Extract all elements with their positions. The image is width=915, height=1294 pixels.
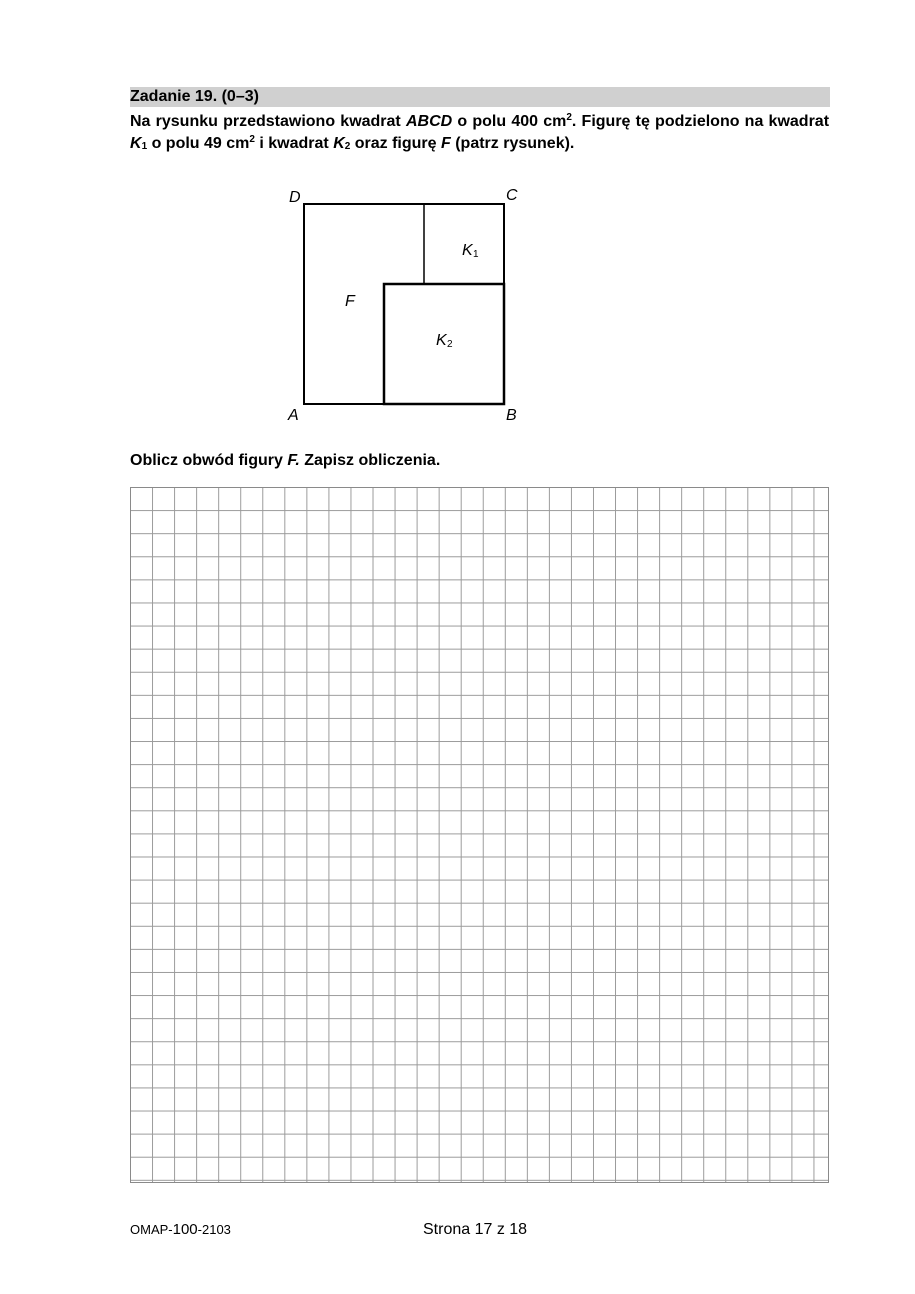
exam-code	[130, 1222, 231, 1238]
vertex-b-label: B	[506, 407, 517, 424]
region-k1-label: K	[462, 242, 473, 259]
statement-text: i kwadrat	[254, 135, 334, 152]
statement-text: (patrz rysunek).	[450, 135, 575, 152]
square-name: ABCD	[405, 113, 453, 130]
subscript: 1	[141, 141, 148, 152]
geometry-figure	[280, 180, 530, 430]
exam-code-suffix: -2103	[197, 1222, 231, 1237]
exam-code-prefix: OMAP-	[130, 1222, 173, 1237]
vertex-c-label: C	[506, 187, 518, 204]
statement-text: Na rysunku przedstawiono kwadrat	[130, 113, 406, 130]
instruction-text: Oblicz obwód figury	[130, 452, 288, 469]
statement-text: o polu 49 cm	[147, 135, 250, 152]
task-header	[130, 87, 830, 107]
region-k2-subscript: 2	[447, 339, 453, 350]
task-title: Zadanie 19. (0–3)	[130, 88, 259, 105]
instruction-text: Zapisz obliczenia.	[299, 452, 441, 469]
vertex-d-label: D	[289, 189, 301, 206]
k1-name: K	[130, 135, 142, 152]
statement-text: o polu 400 cm	[452, 113, 567, 130]
square-abcd	[304, 204, 504, 404]
subscript: 2	[344, 141, 351, 152]
region-f-label: F	[345, 293, 355, 310]
instruction-f: F.	[287, 452, 300, 469]
region-k1-subscript: 1	[473, 249, 479, 260]
superscript: 2	[566, 112, 572, 123]
answer-grid[interactable]	[130, 487, 829, 1183]
superscript: 2	[249, 134, 255, 145]
region-k2-label: K	[436, 332, 447, 349]
k2-name: K	[333, 135, 345, 152]
f-name: F	[441, 135, 451, 152]
instruction	[130, 451, 440, 471]
vertex-a-label: A	[288, 407, 299, 424]
statement-text: . Figurę tę podzielono na kwadrat	[571, 113, 830, 130]
statement-text: oraz figurę	[350, 135, 441, 152]
page-number: Strona 17 z 18	[423, 1221, 528, 1238]
exam-code-number: 100	[172, 1221, 198, 1238]
task-statement	[130, 111, 829, 155]
